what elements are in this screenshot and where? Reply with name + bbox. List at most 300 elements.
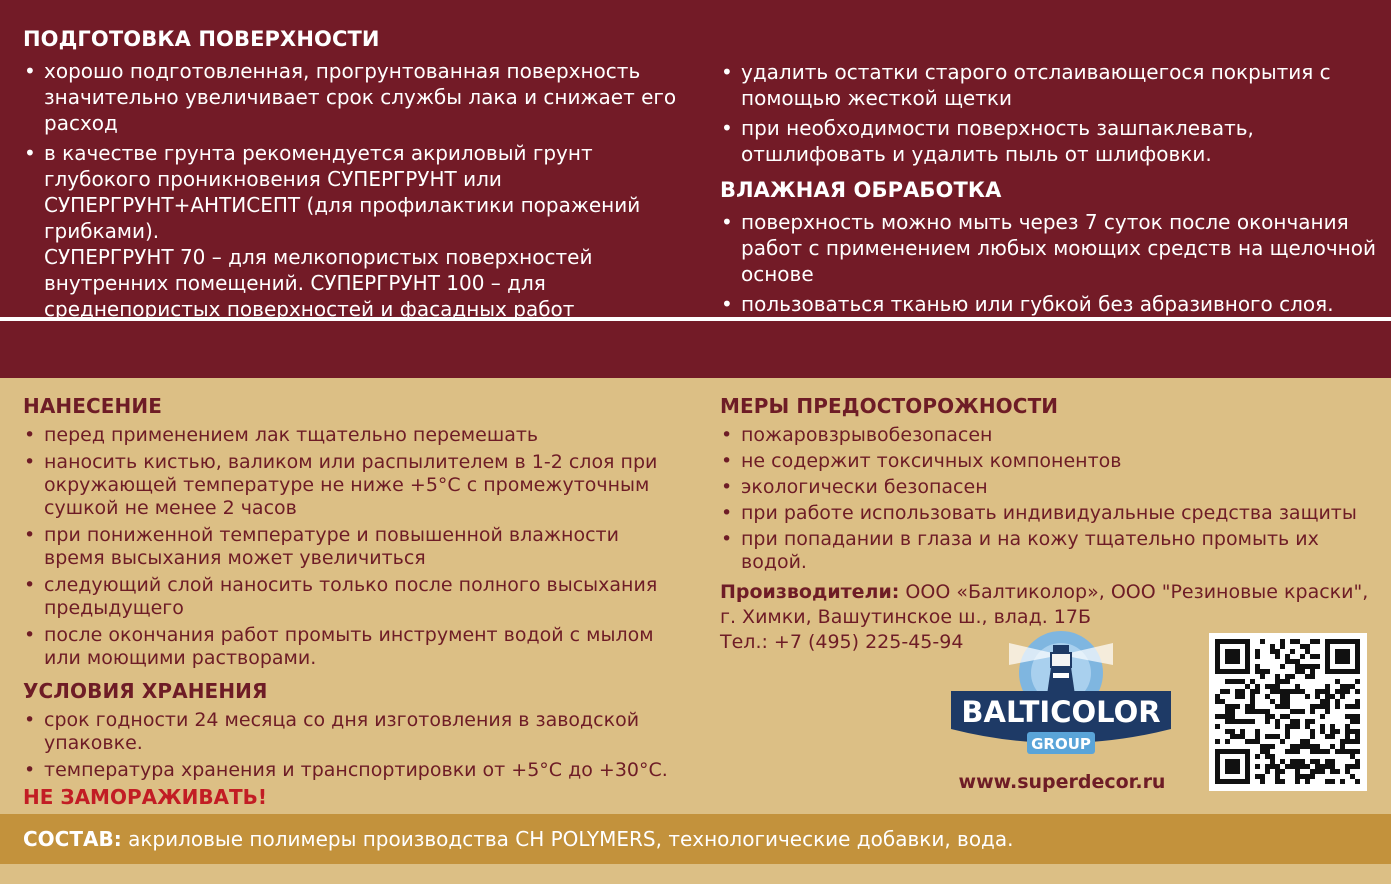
qr-module bbox=[1340, 669, 1345, 674]
qr-module bbox=[1355, 669, 1360, 674]
qr-module bbox=[1260, 674, 1265, 679]
qr-module bbox=[1220, 689, 1225, 694]
qr-module bbox=[1335, 654, 1340, 659]
qr-module bbox=[1310, 734, 1315, 739]
application-list bbox=[23, 424, 683, 670]
qr-module bbox=[1325, 759, 1330, 764]
qr-module bbox=[1310, 749, 1315, 754]
qr-module bbox=[1240, 679, 1245, 684]
qr-module bbox=[1350, 714, 1355, 719]
qr-module bbox=[1355, 699, 1360, 704]
qr-module bbox=[1290, 749, 1295, 754]
qr-module bbox=[1250, 679, 1255, 684]
qr-module bbox=[1280, 694, 1285, 699]
qr-module bbox=[1240, 719, 1245, 724]
qr-module bbox=[1350, 754, 1355, 759]
qr-module bbox=[1275, 719, 1280, 724]
qr-module bbox=[1230, 669, 1235, 674]
qr-module bbox=[1315, 639, 1320, 644]
qr-module bbox=[1250, 689, 1255, 694]
qr-module bbox=[1260, 774, 1265, 779]
qr-module bbox=[1270, 734, 1275, 739]
qr-module bbox=[1320, 729, 1325, 734]
qr-module bbox=[1345, 649, 1350, 654]
qr-module bbox=[1225, 779, 1230, 784]
qr-module bbox=[1295, 689, 1300, 694]
qr-module bbox=[1345, 734, 1350, 739]
qr-module bbox=[1310, 769, 1315, 774]
qr-module bbox=[1290, 759, 1295, 764]
qr-module bbox=[1245, 759, 1250, 764]
qr-module bbox=[1285, 689, 1290, 694]
qr-module bbox=[1285, 734, 1290, 739]
qr-module bbox=[1300, 654, 1305, 659]
qr-module bbox=[1330, 769, 1335, 774]
qr-module bbox=[1340, 684, 1345, 689]
qr-module bbox=[1245, 649, 1250, 654]
qr-module bbox=[1240, 749, 1245, 754]
qr-module bbox=[1245, 644, 1250, 649]
qr-module bbox=[1355, 749, 1360, 754]
qr-module bbox=[1345, 714, 1350, 719]
qr-module bbox=[1290, 674, 1295, 679]
qr-module bbox=[1215, 759, 1220, 764]
qr-module bbox=[1225, 759, 1230, 764]
qr-module bbox=[1305, 719, 1310, 724]
qr-module bbox=[1265, 694, 1270, 699]
qr-module bbox=[1245, 764, 1250, 769]
qr-module bbox=[1215, 644, 1220, 649]
qr-module bbox=[1285, 679, 1290, 684]
qr-module bbox=[1280, 714, 1285, 719]
qr-module bbox=[1300, 664, 1305, 669]
qr-module bbox=[1300, 744, 1305, 749]
qr-module bbox=[1215, 779, 1220, 784]
qr-module bbox=[1255, 684, 1260, 689]
qr-module bbox=[1235, 764, 1240, 769]
qr-module bbox=[1250, 709, 1255, 714]
qr-module bbox=[1280, 769, 1285, 774]
qr-module bbox=[1325, 709, 1330, 714]
qr-module bbox=[1275, 764, 1280, 769]
section-title: НАНЕСЕНИЕ bbox=[23, 394, 162, 418]
qr-module bbox=[1325, 704, 1330, 709]
qr-module bbox=[1260, 744, 1265, 749]
qr-module bbox=[1265, 734, 1270, 739]
list-item: • экологически безопасен bbox=[720, 476, 1380, 499]
qr-module bbox=[1275, 674, 1280, 679]
qr-module bbox=[1215, 714, 1220, 719]
qr-module bbox=[1305, 739, 1310, 744]
qr-module bbox=[1245, 709, 1250, 714]
qr-module bbox=[1320, 714, 1325, 719]
qr-module bbox=[1270, 744, 1275, 749]
qr-module bbox=[1280, 739, 1285, 744]
qr-module bbox=[1355, 704, 1360, 709]
qr-module bbox=[1310, 704, 1315, 709]
qr-module bbox=[1295, 664, 1300, 669]
qr-module bbox=[1275, 779, 1280, 784]
application-section bbox=[23, 395, 683, 809]
qr-module bbox=[1270, 759, 1275, 764]
qr-module bbox=[1265, 749, 1270, 754]
list-item: • после окончания работ промыть инструмент водой с мылом или моющими растворами. bbox=[23, 624, 683, 670]
qr-module bbox=[1310, 709, 1315, 714]
qr-module bbox=[1285, 714, 1290, 719]
qr-module bbox=[1325, 649, 1330, 654]
list-item: • температура хранения и транспортировки от +5°С до +30°С. bbox=[23, 759, 683, 782]
qr-module bbox=[1305, 664, 1310, 669]
precautions-list bbox=[720, 424, 1380, 574]
qr-module bbox=[1215, 669, 1220, 674]
qr-module bbox=[1215, 749, 1220, 754]
qr-module bbox=[1350, 729, 1355, 734]
qr-module bbox=[1330, 694, 1335, 699]
qr-module bbox=[1260, 779, 1265, 784]
surface-prep-section bbox=[23, 26, 683, 326]
qr-module bbox=[1250, 719, 1255, 724]
qr-module bbox=[1265, 754, 1270, 759]
qr-module bbox=[1260, 749, 1265, 754]
qr-module bbox=[1325, 664, 1330, 669]
qr-module bbox=[1290, 649, 1295, 654]
qr-module bbox=[1220, 699, 1225, 704]
qr-module bbox=[1250, 699, 1255, 704]
qr-module bbox=[1335, 689, 1340, 694]
qr-module bbox=[1275, 689, 1280, 694]
list-item: • пожаровзрывобезопасен bbox=[720, 424, 1380, 447]
qr-module bbox=[1255, 739, 1260, 744]
qr-module bbox=[1290, 719, 1295, 724]
list-item: • при попадании в глаза и на кожу тщательно промыть их водой. bbox=[720, 528, 1380, 574]
qr-module bbox=[1265, 714, 1270, 719]
qr-module bbox=[1230, 734, 1235, 739]
qr-module bbox=[1235, 704, 1240, 709]
qr-module bbox=[1225, 639, 1230, 644]
qr-module bbox=[1225, 739, 1230, 744]
qr-module bbox=[1305, 644, 1310, 649]
qr-module bbox=[1255, 669, 1260, 674]
qr-module bbox=[1235, 649, 1240, 654]
qr-module bbox=[1295, 659, 1300, 664]
qr-module bbox=[1230, 654, 1235, 659]
qr-module bbox=[1335, 749, 1340, 754]
qr-module bbox=[1305, 694, 1310, 699]
qr-module bbox=[1295, 724, 1300, 729]
qr-module bbox=[1230, 639, 1235, 644]
qr-module bbox=[1335, 649, 1340, 654]
qr-module bbox=[1275, 654, 1280, 659]
qr-module bbox=[1345, 654, 1350, 659]
qr-module bbox=[1235, 769, 1240, 774]
qr-module bbox=[1340, 739, 1345, 744]
qr-module bbox=[1265, 744, 1270, 749]
qr-module bbox=[1325, 689, 1330, 694]
qr-module bbox=[1340, 694, 1345, 699]
qr-module bbox=[1230, 704, 1235, 709]
qr-module bbox=[1295, 684, 1300, 689]
list-item: • при необходимости поверхность зашпаклевать, отшлифовать и удалить пыль от шлифовки. bbox=[720, 115, 1380, 167]
qr-module bbox=[1225, 679, 1230, 684]
qr-module bbox=[1345, 689, 1350, 694]
qr-module bbox=[1270, 684, 1275, 689]
qr-module bbox=[1245, 754, 1250, 759]
qr-module bbox=[1330, 764, 1335, 769]
qr-module bbox=[1315, 744, 1320, 749]
qr-module bbox=[1315, 694, 1320, 699]
qr-module bbox=[1215, 774, 1220, 779]
qr-module bbox=[1285, 724, 1290, 729]
lighthouse-logo-icon bbox=[949, 625, 1173, 765]
qr-module bbox=[1270, 714, 1275, 719]
qr-module bbox=[1355, 644, 1360, 649]
qr-module bbox=[1280, 704, 1285, 709]
qr-module bbox=[1270, 764, 1275, 769]
qr-module bbox=[1265, 764, 1270, 769]
qr-module bbox=[1305, 774, 1310, 779]
qr-module bbox=[1325, 764, 1330, 769]
qr-module bbox=[1325, 734, 1330, 739]
list-item: • пользоваться тканью или губкой без абразивного слоя. bbox=[720, 291, 1380, 317]
qr-module bbox=[1315, 759, 1320, 764]
qr-module bbox=[1230, 769, 1235, 774]
qr-module bbox=[1275, 684, 1280, 689]
qr-module bbox=[1315, 749, 1320, 754]
qr-module bbox=[1350, 739, 1355, 744]
qr-module bbox=[1265, 709, 1270, 714]
qr-module bbox=[1220, 639, 1225, 644]
qr-module bbox=[1255, 649, 1260, 654]
qr-module bbox=[1280, 699, 1285, 704]
qr-module bbox=[1240, 729, 1245, 734]
qr-module bbox=[1315, 689, 1320, 694]
qr-module bbox=[1245, 684, 1250, 689]
qr-module bbox=[1285, 699, 1290, 704]
qr-module bbox=[1295, 749, 1300, 754]
qr-module bbox=[1215, 754, 1220, 759]
qr-module bbox=[1285, 654, 1290, 659]
qr-module bbox=[1345, 669, 1350, 674]
qr-module bbox=[1310, 639, 1315, 644]
qr-module bbox=[1230, 749, 1235, 754]
qr-module bbox=[1295, 769, 1300, 774]
qr-module bbox=[1265, 769, 1270, 774]
qr-module bbox=[1345, 729, 1350, 734]
qr-module bbox=[1225, 649, 1230, 654]
qr-module bbox=[1240, 669, 1245, 674]
qr-module bbox=[1350, 704, 1355, 709]
website-link[interactable]: www.superdecor.ru bbox=[958, 771, 1166, 793]
qr-module bbox=[1245, 664, 1250, 669]
qr-module bbox=[1345, 724, 1350, 729]
qr-module bbox=[1225, 689, 1230, 694]
qr-module bbox=[1345, 704, 1350, 709]
qr-module bbox=[1275, 704, 1280, 709]
qr-module bbox=[1330, 729, 1335, 734]
qr-module bbox=[1285, 659, 1290, 664]
qr-module bbox=[1215, 699, 1220, 704]
qr-module bbox=[1320, 764, 1325, 769]
qr-module bbox=[1225, 719, 1230, 724]
qr-module bbox=[1345, 639, 1350, 644]
qr-module bbox=[1310, 774, 1315, 779]
qr-module bbox=[1215, 649, 1220, 654]
qr-module bbox=[1330, 639, 1335, 644]
qr-module bbox=[1290, 764, 1295, 769]
qr-module bbox=[1315, 769, 1320, 774]
qr-module bbox=[1270, 649, 1275, 654]
qr-module bbox=[1235, 679, 1240, 684]
qr-module bbox=[1340, 639, 1345, 644]
qr-module bbox=[1325, 669, 1330, 674]
qr-module bbox=[1235, 669, 1240, 674]
qr-module bbox=[1280, 664, 1285, 669]
qr-module bbox=[1310, 759, 1315, 764]
qr-module bbox=[1235, 734, 1240, 739]
producer-label: Производители: bbox=[720, 581, 900, 603]
qr-module bbox=[1310, 664, 1315, 669]
wet-treatment-list bbox=[720, 209, 1380, 317]
qr-module bbox=[1280, 679, 1285, 684]
qr-module bbox=[1225, 769, 1230, 774]
qr-module bbox=[1350, 749, 1355, 754]
qr-module bbox=[1255, 754, 1260, 759]
qr-module bbox=[1280, 689, 1285, 694]
qr-module bbox=[1275, 724, 1280, 729]
qr-module bbox=[1260, 669, 1265, 674]
qr-module bbox=[1305, 764, 1310, 769]
qr-module bbox=[1315, 654, 1320, 659]
qr-module bbox=[1355, 659, 1360, 664]
qr-module bbox=[1345, 659, 1350, 664]
qr-module bbox=[1340, 659, 1345, 664]
qr-module bbox=[1295, 759, 1300, 764]
qr-module bbox=[1340, 654, 1345, 659]
surface-prep-right-section bbox=[720, 59, 1380, 321]
qr-module bbox=[1235, 654, 1240, 659]
qr-module bbox=[1245, 704, 1250, 709]
qr-module bbox=[1325, 694, 1330, 699]
qr-module bbox=[1345, 769, 1350, 774]
qr-module bbox=[1255, 709, 1260, 714]
qr-module bbox=[1350, 764, 1355, 769]
qr-module bbox=[1315, 764, 1320, 769]
qr-module bbox=[1255, 654, 1260, 659]
qr-module bbox=[1350, 774, 1355, 779]
qr-module bbox=[1275, 649, 1280, 654]
composition-content: акриловые полимеры производства CH POLYMERS, технологические добавки, вода. bbox=[121, 827, 1014, 851]
qr-module bbox=[1325, 684, 1330, 689]
qr-module bbox=[1310, 729, 1315, 734]
qr-module bbox=[1280, 779, 1285, 784]
list-item: • при работе использовать индивидуальные средства защиты bbox=[720, 502, 1380, 525]
qr-module bbox=[1355, 739, 1360, 744]
qr-module bbox=[1330, 779, 1335, 784]
qr-module bbox=[1290, 709, 1295, 714]
qr-module bbox=[1225, 669, 1230, 674]
qr-module bbox=[1290, 724, 1295, 729]
qr-module bbox=[1340, 749, 1345, 754]
qr-module bbox=[1330, 744, 1335, 749]
qr-module bbox=[1285, 729, 1290, 734]
qr-module bbox=[1355, 689, 1360, 694]
qr-module bbox=[1325, 644, 1330, 649]
qr-module bbox=[1305, 649, 1310, 654]
qr-module bbox=[1335, 679, 1340, 684]
qr-module bbox=[1235, 689, 1240, 694]
qr-module bbox=[1230, 719, 1235, 724]
qr-module bbox=[1335, 669, 1340, 674]
qr-module bbox=[1290, 659, 1295, 664]
section-title: ПОДГОТОВКА ПОВЕРХНОСТИ bbox=[23, 27, 380, 51]
qr-module bbox=[1230, 714, 1235, 719]
qr-module bbox=[1230, 779, 1235, 784]
qr-module bbox=[1290, 639, 1295, 644]
qr-module bbox=[1350, 639, 1355, 644]
qr-module bbox=[1295, 639, 1300, 644]
producer-address: г. Химки, Вашутинское ш., влад. 17Б bbox=[720, 606, 1092, 628]
qr-module bbox=[1220, 749, 1225, 754]
qr-module bbox=[1355, 664, 1360, 669]
qr-module bbox=[1215, 659, 1220, 664]
qr-module bbox=[1355, 779, 1360, 784]
qr-module bbox=[1330, 759, 1335, 764]
qr-module bbox=[1355, 654, 1360, 659]
qr-module bbox=[1300, 669, 1305, 674]
list-item: • перед применением лак тщательно перемешать bbox=[23, 424, 683, 447]
qr-module bbox=[1340, 649, 1345, 654]
qr-module bbox=[1350, 719, 1355, 724]
qr-module bbox=[1275, 769, 1280, 774]
qr-module bbox=[1315, 664, 1320, 669]
qr-module bbox=[1215, 639, 1220, 644]
qr-module bbox=[1230, 709, 1235, 714]
qr-module bbox=[1285, 674, 1290, 679]
freeze-warning: НЕ ЗАМОРАЖИВАТЬ! bbox=[23, 785, 268, 809]
qr-module bbox=[1230, 764, 1235, 769]
qr-module bbox=[1285, 764, 1290, 769]
qr-module bbox=[1255, 774, 1260, 779]
qr-module bbox=[1335, 769, 1340, 774]
qr-module bbox=[1285, 704, 1290, 709]
list-item: • удалить остатки старого отслаивающегося покрытия с помощью жесткой щетки bbox=[720, 59, 1380, 111]
qr-module bbox=[1220, 779, 1225, 784]
qr-module bbox=[1295, 779, 1300, 784]
qr-module bbox=[1300, 709, 1305, 714]
qr-module bbox=[1265, 719, 1270, 724]
qr-module bbox=[1275, 734, 1280, 739]
surface-prep-list bbox=[23, 58, 683, 322]
qr-module bbox=[1335, 704, 1340, 709]
qr-module bbox=[1305, 744, 1310, 749]
qr-module bbox=[1270, 644, 1275, 649]
qr-module bbox=[1225, 709, 1230, 714]
qr-module bbox=[1345, 749, 1350, 754]
qr-module bbox=[1275, 774, 1280, 779]
qr-module bbox=[1230, 729, 1235, 734]
qr-module bbox=[1285, 694, 1290, 699]
qr-module bbox=[1350, 684, 1355, 689]
qr-module bbox=[1250, 739, 1255, 744]
qr-module bbox=[1250, 694, 1255, 699]
list-item: • следующий слой наносить только после полного высыхания предыдущего bbox=[23, 574, 683, 620]
qr-module bbox=[1250, 704, 1255, 709]
producer-phone: Тел.: +7 (495) 225-45-94 bbox=[720, 631, 964, 653]
section-title: МЕРЫ ПРЕДОСТОРОЖНОСТИ bbox=[720, 394, 1059, 418]
qr-module bbox=[1270, 689, 1275, 694]
qr-module bbox=[1270, 754, 1275, 759]
qr-module bbox=[1345, 739, 1350, 744]
